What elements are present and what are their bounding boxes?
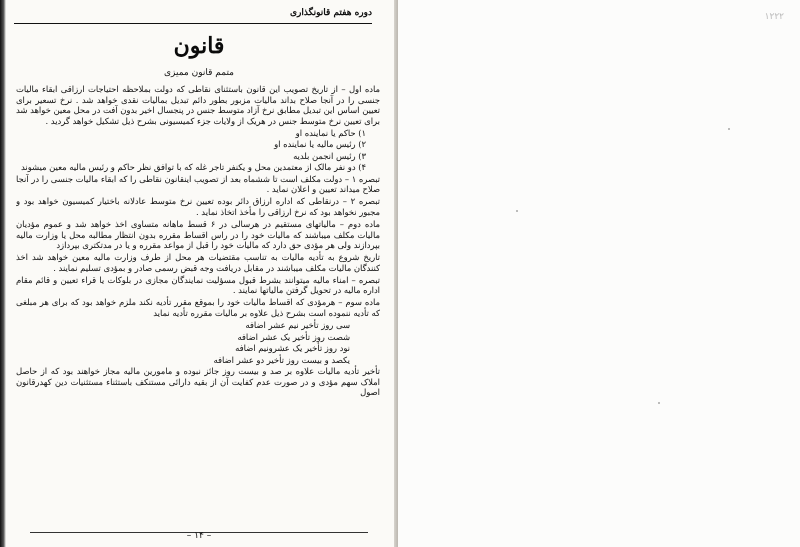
law-paragraph: تاریخ شروع به تأدیه مالیات به تناسب مقتضیات هر محل از طرف وزارت مالیه معین خواهد شد اخذ کنندگان مالیات مکلف میباشند در مقابل دریافت وجه قبض رسمی صادر و بمؤدی تسلیم نمایند . [16,252,380,273]
page-number: – ۱۴ – [186,531,212,541]
penalty-schedule-line: نود روز تأخیر یک عشرونیم اضافه [235,343,350,354]
committee-member-item: ۱) حاکم یا نماینده او [295,127,366,138]
right-page-blank [398,0,800,547]
law-paragraph: تبصره ۲ – درنقاطی که اداره ارزاق دائر بوده تعیین نرخ متوسط عادلانه باختیار کمیسیون خواهد بود و مجبور نخواهد بود که نرخ ارزاقی را مأخذ اتخاذ نماید . [16,196,380,218]
law-paragraph: ماده سوم – هرمؤدی که اقساط مالیات خود را بموقع مقرر تأدیه نکند ملزم خواهد بود که برای هر مبلغی که تأدیه ننموده است بشرح ذیل علاوه بر مالیات مقرره تأدیه نماید [16,297,380,318]
law-paragraph: ماده دوم – مالیاتهای مستقیم در هرسالی در ۶ قسط ماهانه متساوی اخذ خواهد شد و عموم مؤدیان مالیات مکلف میباشند که مالیات خود را در راس اقساط مقرره بدون انتظار مطالبه محل یا وزارت مالیه بپردازند ولی هر مؤدی حق دارد که مالیات خود را قبل از مواعد مقرره و یا در مدتکتری بپردازد [16,219,380,251]
running-head: دوره هفتم قانونگذاری [290,8,372,18]
committee-member-item: ۲) رئیس مالیه یا نماینده او [274,139,366,150]
faint-page-mark: ۱۲۲۲ [764,12,784,22]
left-page [0,0,398,547]
scan-speck [658,402,660,404]
law-paragraph: تبصره ۱ – دولت مکلف است تا ششماه بعد از تصویب اینقانون نقاطی را که ابقاء مالیات جنسی را در آنجا صلاح میداند تعیین و اعلان نماید . [16,173,380,195]
law-paragraph: ماده اول – از تاریخ تصویب این قانون باستثنای نقاطی که دولت بملاحظه احتیاجات ارزاقی ابقاء مالیات جنسی را در آنجا صلاح بداند مالیات مزبور بطور دائم تبدیل بمالیات نقدی خواهد شد . نرخ تسعیر برای تعیین اساس این تبدیل مطابق نرخ آزاد متوسط جنس در پنجسال اخیر بدون آفت در محل معین خواهد شد برای تعیین نرخ متوسط جنس در هریک از ولایات جزء کمیسیونی بشرح ذیل تشکیل خواهد گردید . [16,84,380,126]
scan-speck [728,128,730,130]
law-paragraph: تأخیر تأدیه مالیات علاوه بر صد و بیست روز جائز نبوده و مامورین مالیه مجاز خواهند بود که از حاصل املاک سهم مؤدی و در صورت عدم کفایت آن از بقیه دارائی مستنکف باستثناء مستثنیات دین کهدرقانون اصول [16,366,380,398]
penalty-schedule-line: سی روز تأخیر نیم عشر اضافه [245,319,350,330]
committee-member-item: ۳) رئیس انجمن بلدیه [293,150,366,161]
committee-member-item: ۴) دو نفر مالک از معتمدین محل و یکنفر تاجر غله که با توافق نظر حاکم و رئیس مالیه معین میشوند [20,162,366,173]
scan-speck [516,210,518,212]
penalty-schedule-line: شصت روز تأخیر یک عشر اضافه [237,331,350,342]
law-body-text [16,84,380,521]
scan-edge-shadow [0,0,6,547]
chapter-title: قانون [173,33,225,59]
penalty-schedule-line: یکصد و بیست روز تأخیر دو عشر اضافه [213,354,350,365]
law-paragraph: تبصره – امناء مالیه میتوانند بشرط قبول مسؤلیت نمایندگان مجازی در بلوکات یا قراء تعیین و قائم مقام اداره مالیه در تحویل گرفتن مالیاتها نمایند . [16,274,380,296]
section-title: متمم قانون ممیزی [163,68,234,78]
header-rule [14,23,372,24]
